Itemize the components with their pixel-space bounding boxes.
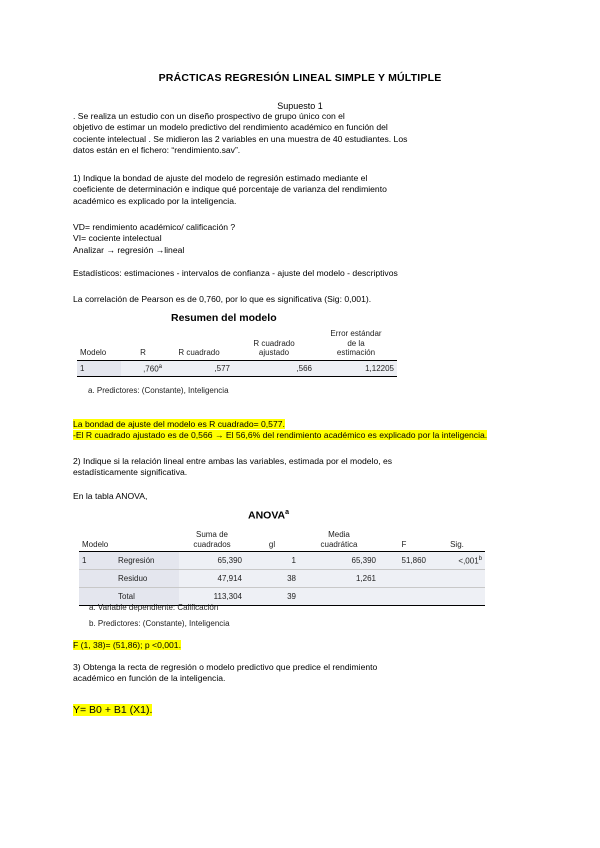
header-r2adj-line: ajustado <box>258 348 290 357</box>
header-ss-line: Suma de <box>195 530 229 539</box>
question-1 <box>73 173 387 207</box>
r-value: ,760 <box>143 364 159 374</box>
q3-line: 3) Obtenga la recta de regresión o modelo predictivo que predice el rendimiento <box>73 662 378 672</box>
header-se <box>315 327 397 360</box>
question-2 <box>73 456 392 479</box>
cell-source: Regresión <box>115 552 179 570</box>
header-se-line: de la <box>347 338 365 348</box>
header-model: Modelo <box>80 348 107 357</box>
cell-f <box>379 588 429 606</box>
table-row <box>79 552 485 570</box>
analyze-line: Analizar → regresión →lineal <box>73 244 185 255</box>
sig-value: <,001 <box>458 556 479 566</box>
intro-line: cociente intelectual . Se midieron las 2 variables en una muestra de 40 estudiantes. Los <box>73 133 408 144</box>
header-ss-line: cuadrados <box>193 539 231 549</box>
cell-model: 1 <box>77 360 121 377</box>
cell-model: 1 <box>79 552 115 570</box>
anova-title-superscript: a <box>285 509 290 516</box>
cell-gl: 38 <box>245 570 299 588</box>
highlight-block-1 <box>73 419 487 442</box>
model-summary-footnote: a. Predictores: (Constante), Inteligencia <box>88 386 229 395</box>
cell-ss: 65,390 <box>179 552 245 570</box>
model-summary-title: Resumen del modelo <box>171 312 277 324</box>
q2-line: estadísticamente significativa. <box>73 467 188 478</box>
page-title: PRÁCTICAS REGRESIÓN LINEAL SIMPLE Y MÚLTIPLE <box>158 72 442 84</box>
header-r: R <box>140 348 146 357</box>
cell-ss: 113,304 <box>179 588 245 606</box>
q1-line: coeficiente de determinación e indique qué porcentaje de varianza del rendimiento <box>73 184 387 195</box>
correlation-line: La correlación de Pearson es de 0,760, por lo que es significativa (Sig: 0,001). <box>73 294 372 304</box>
cell-source: Total <box>115 588 179 606</box>
cell-f: 51,860 <box>379 552 429 570</box>
cell-sig <box>429 552 485 570</box>
header-ms-line: cuadrática <box>320 539 358 549</box>
cell-model <box>79 570 115 588</box>
cell-sig <box>429 570 485 588</box>
cell-r <box>121 360 165 377</box>
header-se-line: Error estándar <box>330 329 382 338</box>
q3-line: académico en función de la inteligencia. <box>73 673 226 684</box>
model-summary-table <box>77 327 397 377</box>
q1-line: académico es explicado por la inteligencia. <box>73 195 237 206</box>
cell-gl: 39 <box>245 588 299 606</box>
header-f: F <box>401 539 407 549</box>
r-superscript: a <box>158 363 162 370</box>
header-sig: Sig. <box>450 539 464 549</box>
cell-ss: 47,914 <box>179 570 245 588</box>
intro-line: datos están en el fichero: “rendimiento.sav”. <box>73 145 241 156</box>
cell-ms <box>299 588 379 606</box>
header-r2adj-line: R cuadrado <box>253 338 295 348</box>
intro-paragraph <box>73 111 407 157</box>
highlighted-text: Y= B0 + B1 (X1). <box>73 704 153 716</box>
cell-f <box>379 570 429 588</box>
anova-footnote-a: a. Variable dependiente: Calificación <box>89 603 219 612</box>
vi-line: VI= cociente intelectual <box>73 233 162 244</box>
regression-equation <box>73 704 152 716</box>
header-ms-line: Media <box>328 530 350 539</box>
table-row <box>77 360 397 377</box>
intro-line: . Se realiza un estudio con un diseño prospectivo de grupo único con el <box>73 111 345 121</box>
highlighted-text: -El R cuadrado ajustado es de 0,566 → El 56,6% del rendimiento académico es explicado por la inteligencia. <box>73 430 488 441</box>
header-r2: R cuadrado <box>178 348 220 357</box>
cell-se: 1,12205 <box>315 360 397 377</box>
anova-table <box>79 528 485 606</box>
variables-block <box>73 222 235 256</box>
header-ss <box>179 528 245 552</box>
table-row <box>79 570 485 588</box>
sig-superscript: b <box>478 555 482 562</box>
anova-title-text: ANOVA <box>248 509 286 522</box>
header-gl: gl <box>268 539 276 549</box>
statistics-line: Estadísticos: estimaciones - intervalos de confianza - ajuste del modelo - descriptivos <box>73 268 398 278</box>
cell-ms: 65,390 <box>299 552 379 570</box>
f-result-line <box>73 640 181 651</box>
header-se-line: estimación <box>336 348 376 357</box>
header-model: Modelo <box>82 539 109 549</box>
cell-ms: 1,261 <box>299 570 379 588</box>
cell-r2: ,577 <box>165 360 233 377</box>
anova-intro: En la tabla ANOVA, <box>73 491 148 501</box>
highlighted-text: F (1, 38)= (51,86); p <0,001. <box>73 640 181 650</box>
q1-line: 1) Indique la bondad de ajuste del modelo de regresión estimado mediante el <box>73 173 368 183</box>
cell-r2adj: ,566 <box>233 360 315 377</box>
highlighted-text: La bondad de ajuste del modelo es R cuadrado= 0,577. <box>73 419 285 429</box>
header-r2adj <box>233 327 315 360</box>
question-3 <box>73 662 377 685</box>
q2-line: 2) Indique si la relación lineal entre ambas las variables, estimada por el modelo, es <box>73 456 393 466</box>
vd-line: VD= rendimiento académico/ calificación ? <box>73 222 236 232</box>
cell-source: Residuo <box>115 570 179 588</box>
subtitle: Supuesto 1 <box>277 101 323 111</box>
anova-footnote-b: b. Predictores: (Constante), Inteligencia <box>89 619 230 628</box>
intro-line: objetivo de estimar un modelo predictivo del rendimiento académico en función del <box>73 122 388 133</box>
cell-gl: 1 <box>245 552 299 570</box>
anova-title <box>248 509 289 522</box>
header-ms <box>299 528 379 552</box>
cell-sig <box>429 588 485 606</box>
